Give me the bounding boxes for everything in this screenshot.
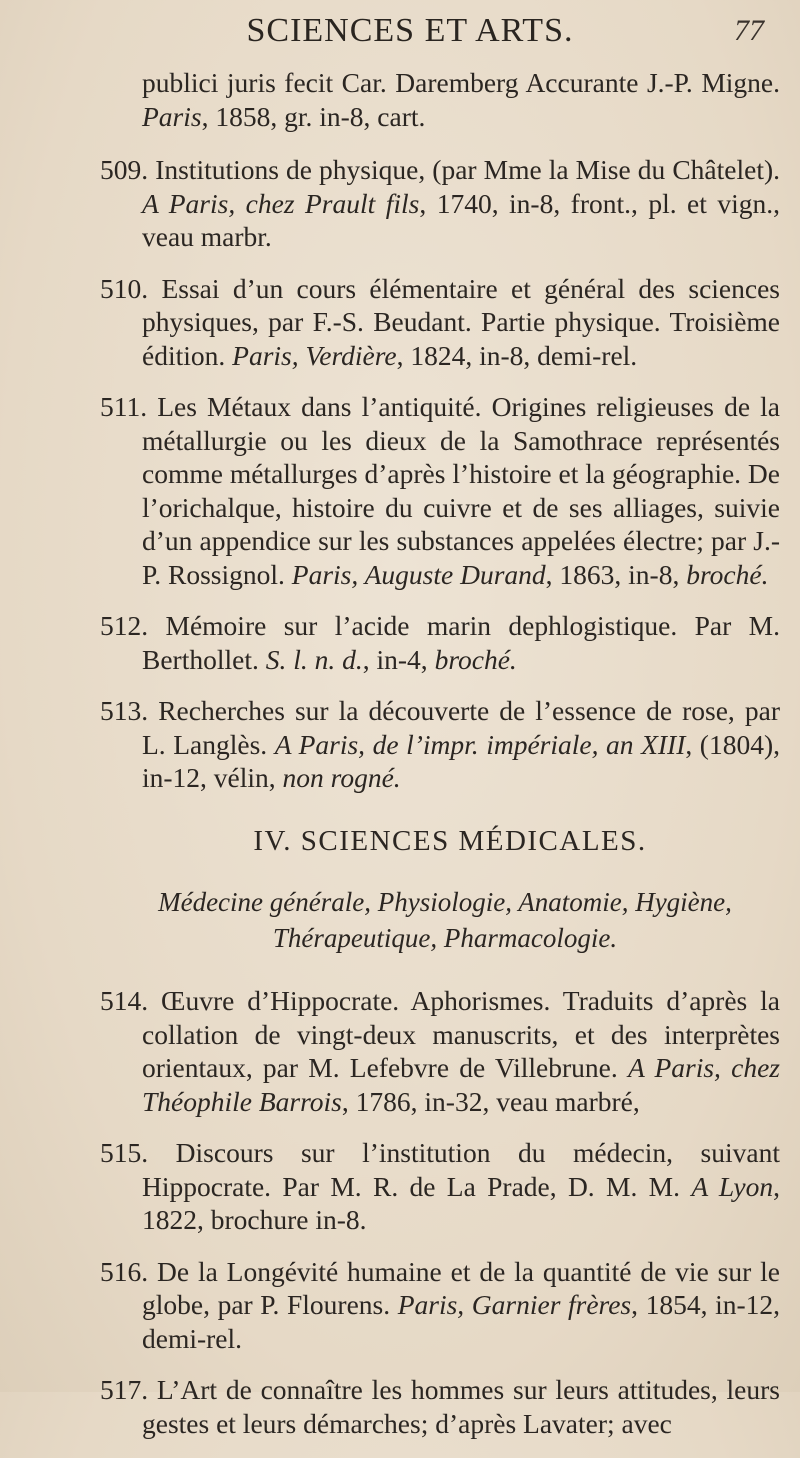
entry-516 [100,1255,780,1356]
entry-continuation [100,66,780,133]
section-subheading [100,884,780,956]
entry-text: Discours sur l’institution du médecin, suivant Hippocrate. Par M. R. de La Prade, D. M. M. [142,1137,780,1202]
entry-imprint: A Paris, de l’impr. impériale, an XIII [274,728,686,760]
entry-514 [100,984,780,1118]
entry-number: 512. [100,610,149,641]
entry-513 [100,694,780,795]
entry-imprint: Paris, Verdière [232,339,397,371]
entry-number: 514. [100,985,149,1016]
section-heading: IV. SCIENCES MÉDICALES. [253,824,647,857]
entry-number: 515. [100,1137,149,1168]
entry-number: 511. [100,391,148,422]
running-head: SCIENCES ET ARTS. [246,12,574,49]
entry-tail: , 1824, in-8, demi-rel. [396,339,638,371]
entry-imprint: S. l. n. d. [265,643,363,675]
entry-tail: , 1858, gr. in-8, cart. [201,100,426,132]
entry-text: Essai d’un cours élémentaire et général des sciences physiques, par F.-S. Beudant. Partie physique. Troisième édition. [142,272,780,371]
entry-511 [100,390,780,591]
entry-tail: , (1804), in-12, vélin, [142,728,780,793]
page-body [100,66,780,1458]
entry-number: 509. [100,154,149,185]
entry-imprint: A Lyon [691,1170,774,1202]
entry-imprint: Paris, Auguste Durand [291,558,546,590]
page-number: 77 [734,14,764,47]
entry-number: 516. [100,1255,149,1287]
entry-text: publici juris fecit Car. Daremberg Accurante J.-P. Migne. [142,67,780,98]
entry-text: Recherches sur la découverte de l’essence de rose, par L. Langlès. [142,695,780,760]
entry-512 [100,609,780,676]
entry-tail: , 1822, brochure in-8. [142,1170,780,1235]
entry-text: De la Longévité humaine et de la quantité de vie sur le globe, par P. Flourens. [142,1255,780,1320]
entry-tail: , 1863, in-8, [545,558,687,590]
entry-tail: , 1740, in-8, front., pl. et vign., veau marbr. [142,187,780,252]
entry-text: Les Métaux dans l’antiquité. Origines religieuses de la métallurgie ou les dieux de la Samothrace représentés comme métallurges d’après l’histoire et la géographie. De l’orichalque, histoire du cuivre et de ses alliages, suivie d’un appendice sur les substances appelées électre; par J.-P. Rossignol. [142,391,780,590]
entry-text: Institutions de physique, (par Mme la Mise du Châtelet). [148,154,780,185]
entry-number: 510. [100,272,149,304]
entry-number: 517. [100,1374,149,1405]
entry-510 [100,272,780,373]
entry-binding: broché. [434,643,517,675]
entry-tail: , 1786, in-32, veau marbré, [341,1085,640,1117]
subheading-line-1: Médecine générale, Physiologie, Anatomie, Hygiène, [158,887,732,917]
entry-binding: non rogné. [282,762,401,793]
entry-imprint: Paris, Garnier frères [397,1289,632,1320]
entry-tail: , 1854, in-12, demi-rel. [142,1289,780,1354]
entry-number: 513. [100,695,149,726]
entry-imprint: A Paris, chez Prault fils [142,187,420,219]
entry-binding: broché. [686,558,769,590]
entry-text: Mémoire sur l’acide marin dephlogistique. Par M. Berthollet. [142,610,780,675]
entry-text: Œuvre d’Hippocrate. Aphorismes. Traduits d’après la collation de vingt-deux manuscrits, et des interprètes orientaux, par M. Lefebvre de Villebrune. [142,985,780,1083]
entry-text: L’Art de connaître les hommes sur leurs attitudes, leurs gestes et leurs démarches; d’après Lavater; avec [142,1374,780,1439]
entry-tail: , in-4, [362,643,435,675]
entry-515 [100,1136,780,1237]
entry-509 [100,153,780,254]
entry-imprint: A Paris, chez Théophile Barrois [142,1052,780,1117]
entry-imprint: Paris [142,100,202,132]
subheading-line-2: Thérapeutique, Pharmacologie. [272,923,618,953]
entry-517 [100,1373,780,1440]
